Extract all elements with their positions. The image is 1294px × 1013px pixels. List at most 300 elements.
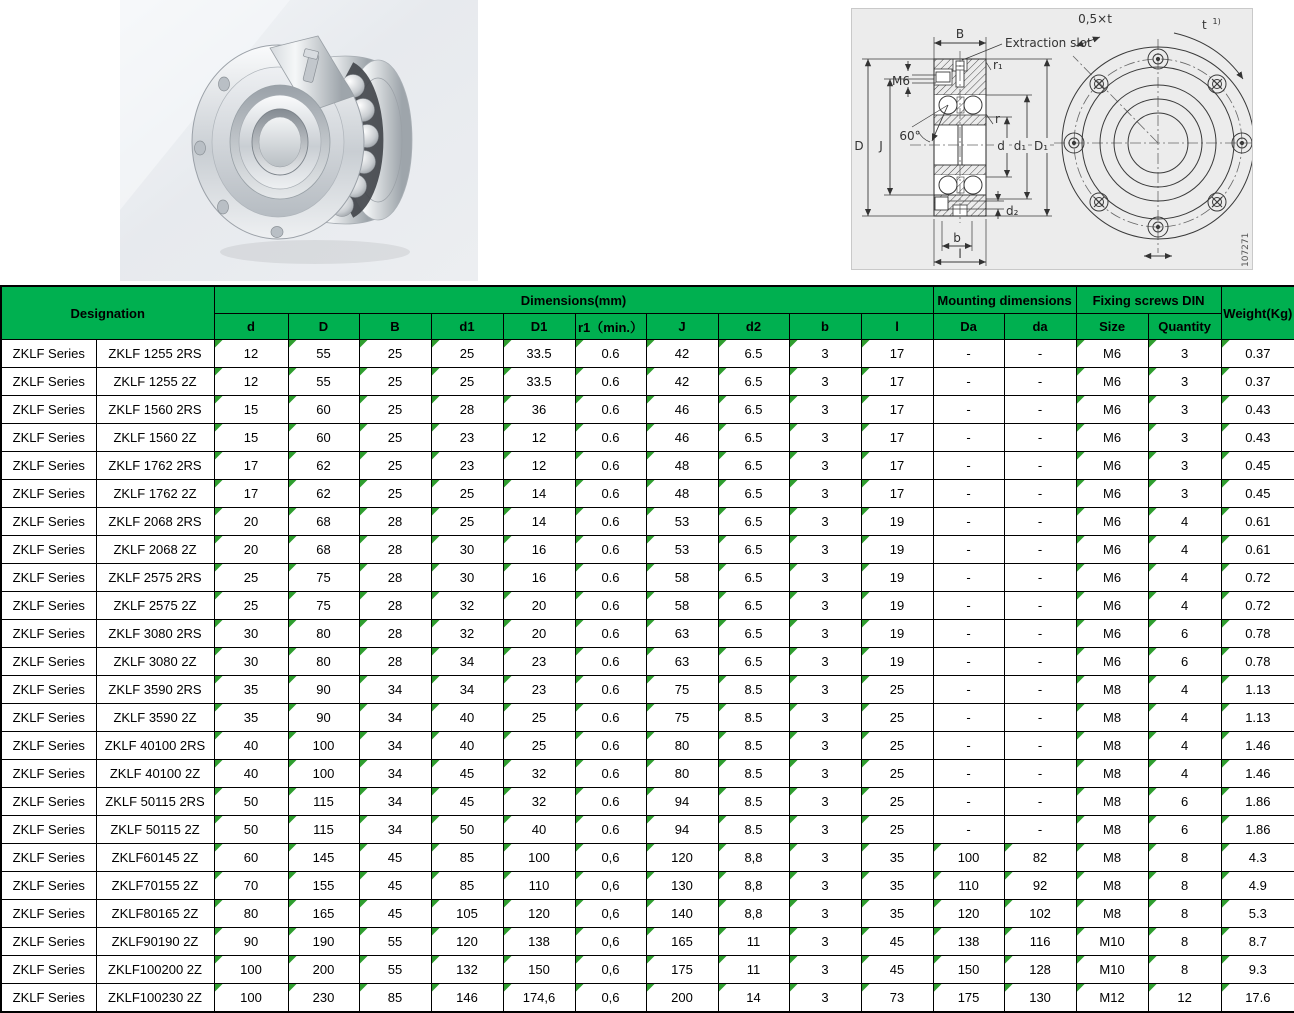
comment-marker [719, 536, 727, 544]
table-row [1, 396, 1294, 424]
comment-marker [862, 396, 870, 404]
table-row [1, 368, 1294, 396]
comment-marker [360, 564, 368, 572]
value-cell: 8.5 [718, 788, 789, 816]
comment-marker [289, 872, 297, 880]
comment-marker [1077, 648, 1085, 656]
comment-marker [215, 508, 223, 516]
col-header-d1: d1 [431, 314, 503, 340]
comment-marker [360, 452, 368, 460]
value-cell: 12 [1148, 984, 1221, 1013]
value-cell: 62 [288, 452, 359, 480]
value-cell: 45 [359, 900, 431, 928]
comment-marker [289, 480, 297, 488]
value-cell: 32 [431, 592, 503, 620]
comment-marker [862, 480, 870, 488]
comment-marker [289, 816, 297, 824]
value-cell: 132 [431, 956, 503, 984]
value-cell: 0.72 [1221, 592, 1294, 620]
comment-marker [1222, 872, 1230, 880]
value-cell: 0,6 [575, 844, 646, 872]
table-row [1, 648, 1294, 676]
value-cell: 23 [503, 648, 575, 676]
comment-marker [1077, 592, 1085, 600]
comment-marker [1005, 900, 1013, 908]
value-cell: - [933, 676, 1004, 704]
value-cell: 0.78 [1221, 648, 1294, 676]
comment-marker [862, 620, 870, 628]
comment-marker [1005, 984, 1013, 992]
value-cell: 25 [359, 424, 431, 452]
comment-marker [719, 648, 727, 656]
comment-marker [862, 340, 870, 348]
comment-marker [1077, 984, 1085, 992]
value-cell: - [933, 396, 1004, 424]
value-cell: 175 [933, 984, 1004, 1013]
comment-marker [647, 872, 655, 880]
value-cell: M6 [1076, 452, 1148, 480]
model-cell: ZKLF 1762 2Z [96, 480, 214, 508]
value-cell: 115 [288, 816, 359, 844]
value-cell: 12 [503, 452, 575, 480]
value-cell: 100 [214, 984, 288, 1013]
value-cell: 3 [1148, 340, 1221, 368]
model-cell: ZKLF70155 2Z [96, 872, 214, 900]
value-cell: 53 [646, 508, 718, 536]
value-cell: 120 [646, 844, 718, 872]
comment-marker [432, 984, 440, 992]
comment-marker [432, 480, 440, 488]
comment-marker [432, 704, 440, 712]
value-cell: 0,6 [575, 984, 646, 1013]
model-cell: ZKLF 3080 2RS [96, 620, 214, 648]
comment-marker [504, 592, 512, 600]
comment-marker [1149, 424, 1157, 432]
value-cell: 3 [789, 564, 861, 592]
comment-marker [360, 984, 368, 992]
comment-marker [934, 956, 942, 964]
comment-marker [647, 956, 655, 964]
value-cell: 100 [288, 732, 359, 760]
value-cell: 46 [646, 396, 718, 424]
value-cell: 100 [288, 760, 359, 788]
col-header-b: b [789, 314, 861, 340]
value-cell: 19 [861, 648, 933, 676]
value-cell: 6.5 [718, 508, 789, 536]
comment-marker [1149, 732, 1157, 740]
comment-marker [504, 816, 512, 824]
comment-marker [862, 676, 870, 684]
value-cell: M6 [1076, 508, 1148, 536]
comment-marker [1149, 900, 1157, 908]
comment-marker [1149, 368, 1157, 376]
comment-marker [215, 536, 223, 544]
comment-marker [1149, 760, 1157, 768]
col-header-r1-min: r1（min.） [575, 314, 646, 340]
comment-marker [647, 452, 655, 460]
comment-marker [1149, 508, 1157, 516]
comment-marker [504, 620, 512, 628]
value-cell: 3 [789, 452, 861, 480]
value-cell: 5.3 [1221, 900, 1294, 928]
value-cell: - [933, 564, 1004, 592]
comment-marker [360, 844, 368, 852]
value-cell: 15 [214, 396, 288, 424]
comment-marker [1222, 340, 1230, 348]
value-cell: 85 [431, 872, 503, 900]
value-cell: 6 [1148, 620, 1221, 648]
value-cell: 3 [789, 340, 861, 368]
value-cell: 11 [718, 928, 789, 956]
comment-marker [719, 928, 727, 936]
value-cell: 3 [789, 480, 861, 508]
comment-marker [576, 704, 584, 712]
comment-marker [504, 340, 512, 348]
model-cell: ZKLF 50115 2RS [96, 788, 214, 816]
value-cell: 11 [718, 956, 789, 984]
value-cell: 0.45 [1221, 452, 1294, 480]
comment-marker [790, 424, 798, 432]
value-cell: 34 [359, 816, 431, 844]
value-cell: 150 [933, 956, 1004, 984]
comment-marker [360, 508, 368, 516]
value-cell: 105 [431, 900, 503, 928]
value-cell: 90 [288, 676, 359, 704]
value-cell: 75 [646, 676, 718, 704]
comment-marker [576, 984, 584, 992]
table-row [1, 732, 1294, 760]
comment-marker [647, 648, 655, 656]
value-cell: 145 [288, 844, 359, 872]
comment-marker [215, 788, 223, 796]
comment-marker [790, 564, 798, 572]
series-cell: ZKLF Series [1, 760, 96, 788]
value-cell: - [933, 620, 1004, 648]
value-cell: 0.43 [1221, 424, 1294, 452]
value-cell: 40 [431, 732, 503, 760]
value-cell: 0.6 [575, 704, 646, 732]
comment-marker [215, 928, 223, 936]
value-cell: - [933, 760, 1004, 788]
value-cell: 45 [359, 844, 431, 872]
value-cell: 8.5 [718, 816, 789, 844]
comment-marker [719, 508, 727, 516]
value-cell: 8 [1148, 928, 1221, 956]
comment-marker [504, 508, 512, 516]
value-cell: 9.3 [1221, 956, 1294, 984]
value-cell: 90 [214, 928, 288, 956]
value-cell: 138 [933, 928, 1004, 956]
value-cell: 8 [1148, 872, 1221, 900]
value-cell: 6.5 [718, 648, 789, 676]
comment-marker [360, 536, 368, 544]
value-cell: 25 [359, 368, 431, 396]
value-cell: 25 [861, 676, 933, 704]
comment-marker [1077, 760, 1085, 768]
value-cell: 45 [861, 956, 933, 984]
model-cell: ZKLF 1255 2Z [96, 368, 214, 396]
dim-label-J: J [879, 139, 883, 153]
comment-marker [289, 844, 297, 852]
comment-marker [1005, 844, 1013, 852]
value-cell: 19 [861, 592, 933, 620]
comment-marker [1077, 816, 1085, 824]
comment-marker [790, 480, 798, 488]
comment-marker [360, 956, 368, 964]
value-cell: 82 [1004, 844, 1076, 872]
comment-marker [862, 732, 870, 740]
model-cell: ZKLF 2575 2RS [96, 564, 214, 592]
comment-marker [1149, 872, 1157, 880]
value-cell: 85 [431, 844, 503, 872]
comment-marker [934, 984, 942, 992]
comment-marker [1077, 480, 1085, 488]
value-cell: 25 [431, 340, 503, 368]
comment-marker [1077, 788, 1085, 796]
comment-marker [576, 676, 584, 684]
series-cell: ZKLF Series [1, 592, 96, 620]
comment-marker [1222, 592, 1230, 600]
value-cell: 92 [1004, 872, 1076, 900]
value-cell: 6 [1148, 648, 1221, 676]
comment-marker [862, 648, 870, 656]
value-cell: 4 [1148, 564, 1221, 592]
series-cell: ZKLF Series [1, 368, 96, 396]
value-cell: 8,8 [718, 900, 789, 928]
value-cell: 25 [861, 732, 933, 760]
value-cell: 45 [861, 928, 933, 956]
value-cell: 17.6 [1221, 984, 1294, 1013]
value-cell: 55 [359, 928, 431, 956]
comment-marker [1077, 508, 1085, 516]
value-cell: 1.46 [1221, 732, 1294, 760]
value-cell: M6 [1076, 592, 1148, 620]
comment-marker [360, 788, 368, 796]
series-cell: ZKLF Series [1, 452, 96, 480]
comment-marker [360, 704, 368, 712]
comment-marker [1077, 928, 1085, 936]
comment-marker [1222, 508, 1230, 516]
value-cell: 3 [789, 648, 861, 676]
value-cell: 30 [214, 648, 288, 676]
header-mounting: Mounting dimensions [933, 286, 1076, 314]
model-cell: ZKLF 3590 2Z [96, 704, 214, 732]
comment-marker [647, 340, 655, 348]
value-cell: 0.37 [1221, 368, 1294, 396]
comment-marker [289, 788, 297, 796]
col-header-d: d [214, 314, 288, 340]
value-cell: 35 [861, 900, 933, 928]
series-cell: ZKLF Series [1, 340, 96, 368]
comment-marker [504, 928, 512, 936]
value-cell: - [1004, 424, 1076, 452]
value-cell: 115 [288, 788, 359, 816]
value-cell: 40 [431, 704, 503, 732]
comment-marker [647, 704, 655, 712]
comment-marker [719, 900, 727, 908]
model-cell: ZKLF 1762 2RS [96, 452, 214, 480]
comment-marker [647, 508, 655, 516]
comment-marker [432, 676, 440, 684]
value-cell: 55 [288, 368, 359, 396]
value-cell: 19 [861, 620, 933, 648]
comment-marker [1222, 732, 1230, 740]
value-cell: 6.5 [718, 396, 789, 424]
comment-marker [647, 844, 655, 852]
value-cell: 25 [503, 704, 575, 732]
comment-marker [576, 928, 584, 936]
comment-marker [1222, 368, 1230, 376]
comment-marker [1149, 788, 1157, 796]
comment-marker [289, 424, 297, 432]
comment-marker [790, 900, 798, 908]
value-cell: 23 [431, 424, 503, 452]
value-cell: 80 [646, 732, 718, 760]
comment-marker [432, 564, 440, 572]
value-cell: 130 [1004, 984, 1076, 1013]
comment-marker [576, 760, 584, 768]
series-cell: ZKLF Series [1, 536, 96, 564]
value-cell: - [1004, 340, 1076, 368]
value-cell: 80 [646, 760, 718, 788]
value-cell: - [1004, 452, 1076, 480]
comment-marker [1222, 900, 1230, 908]
comment-marker [215, 592, 223, 600]
dim-label-half-t: 0,5×t [1078, 12, 1112, 26]
value-cell: - [1004, 396, 1076, 424]
comment-marker [1222, 788, 1230, 796]
comment-marker [432, 648, 440, 656]
comment-marker [215, 480, 223, 488]
comment-marker [360, 424, 368, 432]
value-cell: 100 [503, 844, 575, 872]
value-cell: 138 [503, 928, 575, 956]
value-cell: M8 [1076, 872, 1148, 900]
comment-marker [647, 592, 655, 600]
value-cell: - [933, 704, 1004, 732]
value-cell: 25 [359, 480, 431, 508]
value-cell: - [1004, 788, 1076, 816]
value-cell: 8.5 [718, 760, 789, 788]
value-cell: 0.6 [575, 760, 646, 788]
comment-marker [1222, 536, 1230, 544]
comment-marker [862, 704, 870, 712]
value-cell: 23 [503, 676, 575, 704]
model-cell: ZKLF 1560 2RS [96, 396, 214, 424]
comment-marker [504, 984, 512, 992]
comment-marker [360, 648, 368, 656]
value-cell: - [1004, 704, 1076, 732]
dim-label-r1: r₁ [993, 58, 1003, 72]
value-cell: 42 [646, 340, 718, 368]
value-cell: 85 [359, 984, 431, 1013]
value-cell: 32 [503, 760, 575, 788]
comment-marker [360, 816, 368, 824]
comment-marker [289, 648, 297, 656]
value-cell: M6 [1076, 424, 1148, 452]
comment-marker [289, 984, 297, 992]
comment-marker [790, 592, 798, 600]
value-cell: 120 [933, 900, 1004, 928]
comment-marker [862, 872, 870, 880]
comment-marker [1005, 872, 1013, 880]
value-cell: 32 [503, 788, 575, 816]
value-cell: 146 [431, 984, 503, 1013]
comment-marker [790, 732, 798, 740]
value-cell: 25 [431, 368, 503, 396]
comment-marker [862, 984, 870, 992]
value-cell: - [933, 424, 1004, 452]
value-cell: - [933, 508, 1004, 536]
value-cell: M8 [1076, 676, 1148, 704]
value-cell: - [1004, 564, 1076, 592]
value-cell: - [1004, 648, 1076, 676]
dim-label-M6: M6 [892, 74, 910, 88]
value-cell: 62 [288, 480, 359, 508]
comment-marker [432, 368, 440, 376]
model-cell: ZKLF 3080 2Z [96, 648, 214, 676]
comment-marker [504, 452, 512, 460]
comment-marker [504, 648, 512, 656]
value-cell: - [933, 732, 1004, 760]
comment-marker [215, 760, 223, 768]
value-cell: 58 [646, 564, 718, 592]
comment-marker [432, 900, 440, 908]
comment-marker [289, 564, 297, 572]
value-cell: 0.6 [575, 452, 646, 480]
value-cell: - [1004, 760, 1076, 788]
value-cell: 36 [503, 396, 575, 424]
value-cell: 0.6 [575, 424, 646, 452]
value-cell: 25 [359, 396, 431, 424]
value-cell: M6 [1076, 396, 1148, 424]
value-cell: 8.5 [718, 704, 789, 732]
value-cell: 58 [646, 592, 718, 620]
value-cell: 35 [214, 704, 288, 732]
comment-marker [1005, 956, 1013, 964]
comment-marker [504, 788, 512, 796]
col-header-size: Size [1076, 314, 1148, 340]
value-cell: 25 [431, 480, 503, 508]
value-cell: 25 [861, 788, 933, 816]
comment-marker [289, 368, 297, 376]
comment-marker [1077, 368, 1085, 376]
comment-marker [1222, 956, 1230, 964]
comment-marker [504, 424, 512, 432]
comment-marker [504, 760, 512, 768]
value-cell: 28 [359, 648, 431, 676]
value-cell: 175 [646, 956, 718, 984]
comment-marker [647, 760, 655, 768]
comment-marker [862, 592, 870, 600]
value-cell: 4 [1148, 508, 1221, 536]
col-header-d2: d2 [718, 314, 789, 340]
comment-marker [862, 452, 870, 460]
value-cell: M6 [1076, 368, 1148, 396]
comment-marker [215, 340, 223, 348]
comment-marker [289, 900, 297, 908]
value-cell: 0.61 [1221, 536, 1294, 564]
front-view [1054, 12, 1252, 267]
dim-label-r: r [995, 112, 1000, 126]
value-cell: 3 [1148, 480, 1221, 508]
comment-marker [647, 676, 655, 684]
comment-marker [862, 564, 870, 572]
comment-marker [719, 956, 727, 964]
comment-marker [1077, 732, 1085, 740]
comment-marker [790, 956, 798, 964]
comment-marker [576, 844, 584, 852]
